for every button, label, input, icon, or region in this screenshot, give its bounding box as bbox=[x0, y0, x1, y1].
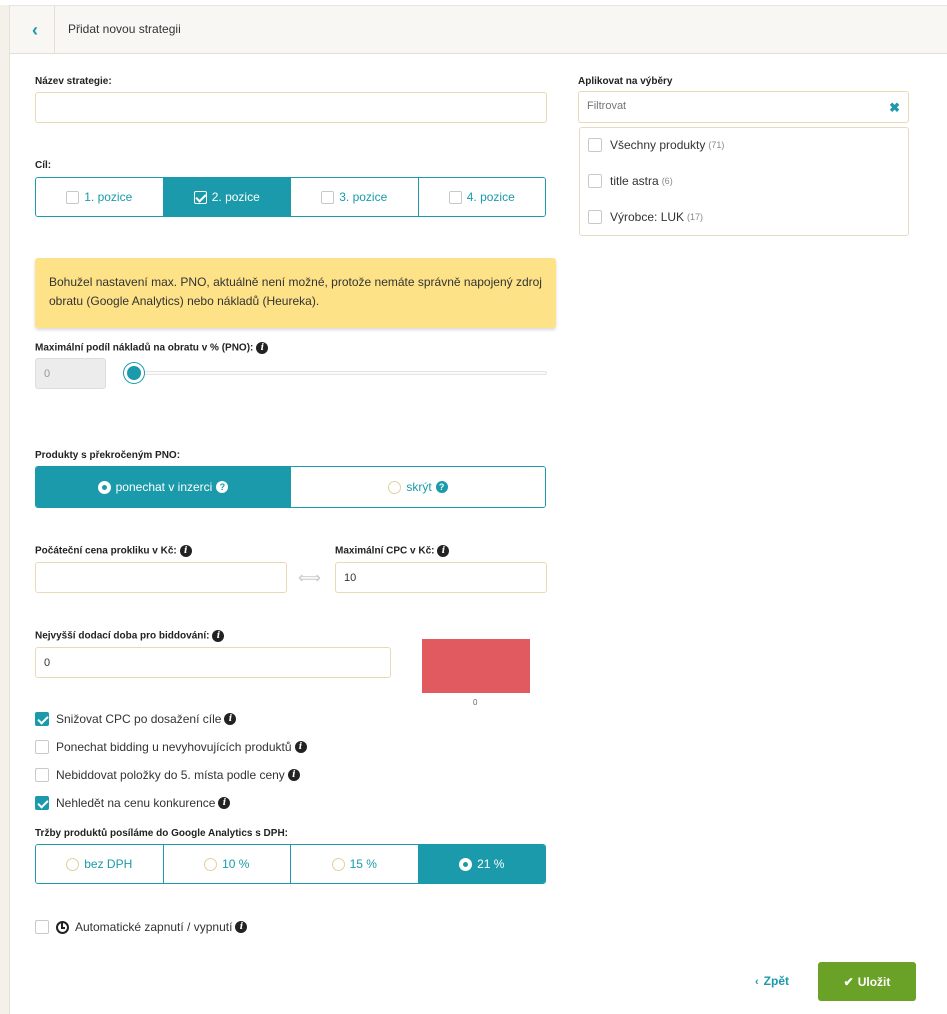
exceeded-option-hide[interactable]: skrýt ? bbox=[291, 467, 545, 507]
pno-slider-track[interactable] bbox=[135, 371, 547, 375]
info-icon[interactable]: i bbox=[212, 630, 224, 642]
radio-selected-icon bbox=[98, 481, 111, 494]
selection-list bbox=[579, 127, 909, 236]
vat-segmented-control bbox=[35, 844, 546, 884]
checkbox-icon[interactable] bbox=[35, 920, 49, 934]
goal-option-2[interactable]: 2. pozice bbox=[164, 178, 292, 216]
checkbox-row-no-bid-top5[interactable]: Nebiddovat položky do 5. místa podle ceny i bbox=[35, 768, 300, 782]
back-button[interactable]: ‹ Zpět bbox=[755, 974, 790, 988]
delivery-input[interactable] bbox=[35, 647, 391, 678]
pno-label: Maximální podíl nákladů na obratu v % (PNO): i bbox=[35, 342, 268, 354]
list-item[interactable]: Výrobce: LUK (17) bbox=[588, 210, 703, 224]
checkbox-icon[interactable] bbox=[588, 174, 602, 188]
delivery-chart-label: 0 bbox=[473, 698, 478, 707]
radio-icon bbox=[204, 858, 217, 871]
checkbox-icon[interactable] bbox=[588, 210, 602, 224]
delivery-label: Nejvyšší dodací doba pro biddování: i bbox=[35, 630, 224, 642]
pno-slider-handle[interactable] bbox=[124, 363, 144, 383]
checkbox-icon[interactable] bbox=[35, 768, 49, 782]
info-icon[interactable]: i bbox=[218, 797, 230, 809]
start-cpc-input[interactable] bbox=[35, 562, 287, 593]
goal-option-4[interactable]: 4. pozice bbox=[419, 178, 546, 216]
goal-segmented-control bbox=[35, 177, 546, 217]
pno-input bbox=[35, 358, 106, 389]
strategy-name-input[interactable] bbox=[35, 92, 547, 123]
page-title: Přidat novou strategii bbox=[68, 22, 181, 36]
checkbox-row-ignore-competition[interactable]: Nehledět na cenu konkurence i bbox=[35, 796, 230, 810]
vat-label: Tržby produktů posíláme do Google Analytics s DPH: bbox=[35, 828, 288, 839]
goal-label: Cíl: bbox=[35, 160, 52, 171]
auto-toggle-row[interactable]: Automatické zapnutí / vypnutí i bbox=[35, 920, 247, 934]
info-icon[interactable]: i bbox=[256, 342, 268, 354]
checkbox-icon bbox=[449, 191, 462, 204]
help-icon[interactable]: ? bbox=[216, 481, 228, 493]
vat-option-15[interactable]: 15 % bbox=[291, 845, 419, 883]
goal-option-1[interactable]: 1. pozice bbox=[36, 178, 164, 216]
back-chevron-icon[interactable]: ‹ bbox=[32, 20, 38, 40]
info-icon[interactable]: i bbox=[437, 545, 449, 557]
clear-icon[interactable]: ✖ bbox=[889, 100, 900, 115]
left-sidebar-strip bbox=[0, 0, 10, 1014]
delivery-chart-bar bbox=[422, 639, 530, 693]
list-item[interactable]: title astra (6) bbox=[588, 174, 673, 188]
checkbox-row-lower-cpc[interactable]: Snižovat CPC po dosažení cíle i bbox=[35, 712, 236, 726]
info-icon[interactable]: i bbox=[295, 741, 307, 753]
list-item[interactable]: Všechny produkty (71) bbox=[588, 138, 724, 152]
exceeded-pno-control bbox=[35, 466, 546, 508]
checkbox-icon[interactable] bbox=[588, 138, 602, 152]
checkbox-checked-icon bbox=[194, 191, 207, 204]
checkbox-checked-icon[interactable] bbox=[35, 796, 49, 810]
checkbox-row-keep-bidding[interactable]: Ponechat bidding u nevyhovujících produktů i bbox=[35, 740, 307, 754]
exceeded-pno-label: Produkty s překročeným PNO: bbox=[35, 450, 181, 461]
info-icon[interactable]: i bbox=[224, 713, 236, 725]
page-header bbox=[10, 5, 947, 54]
radio-icon bbox=[66, 858, 79, 871]
info-icon[interactable]: i bbox=[288, 769, 300, 781]
vat-option-none[interactable]: bez DPH bbox=[36, 845, 164, 883]
help-icon[interactable]: ? bbox=[436, 481, 448, 493]
max-cpc-label: Maximální CPC v Kč: i bbox=[335, 545, 449, 557]
check-icon: ✔ bbox=[843, 974, 854, 989]
radio-icon bbox=[388, 481, 401, 494]
vat-option-10[interactable]: 10 % bbox=[164, 845, 292, 883]
checkbox-checked-icon[interactable] bbox=[35, 712, 49, 726]
clock-icon bbox=[56, 921, 69, 934]
pno-warning-box: Bohužel nastavení max. PNO, aktuálně není možné, protože nemáte správně napojený zdroj obratu (Google Analytics) nebo nákladů (Heureka). bbox=[35, 258, 556, 328]
radio-icon bbox=[332, 858, 345, 871]
goal-option-3[interactable]: 3. pozice bbox=[291, 178, 419, 216]
chevron-left-icon: ‹ bbox=[755, 976, 759, 988]
radio-selected-icon bbox=[459, 858, 472, 871]
info-icon[interactable]: i bbox=[235, 921, 247, 933]
checkbox-icon[interactable] bbox=[35, 740, 49, 754]
filter-field bbox=[578, 91, 909, 123]
filter-input[interactable] bbox=[587, 100, 877, 112]
header-divider bbox=[54, 6, 55, 54]
info-icon[interactable]: i bbox=[180, 545, 192, 557]
exceeded-option-keep[interactable]: ponechat v inzerci ? bbox=[36, 467, 291, 507]
save-button[interactable]: ✔ Uložit bbox=[818, 962, 916, 1001]
arrows-horizontal-icon: ⟺ bbox=[298, 570, 321, 587]
start-cpc-label: Počáteční cena prokliku v Kč: i bbox=[35, 545, 192, 557]
apply-label: Aplikovat na výběry bbox=[578, 76, 673, 87]
checkbox-icon bbox=[66, 191, 79, 204]
checkbox-icon bbox=[321, 191, 334, 204]
vat-option-21[interactable]: 21 % bbox=[419, 845, 546, 883]
max-cpc-input[interactable] bbox=[335, 562, 547, 593]
strategy-name-label: Název strategie: bbox=[35, 76, 112, 87]
